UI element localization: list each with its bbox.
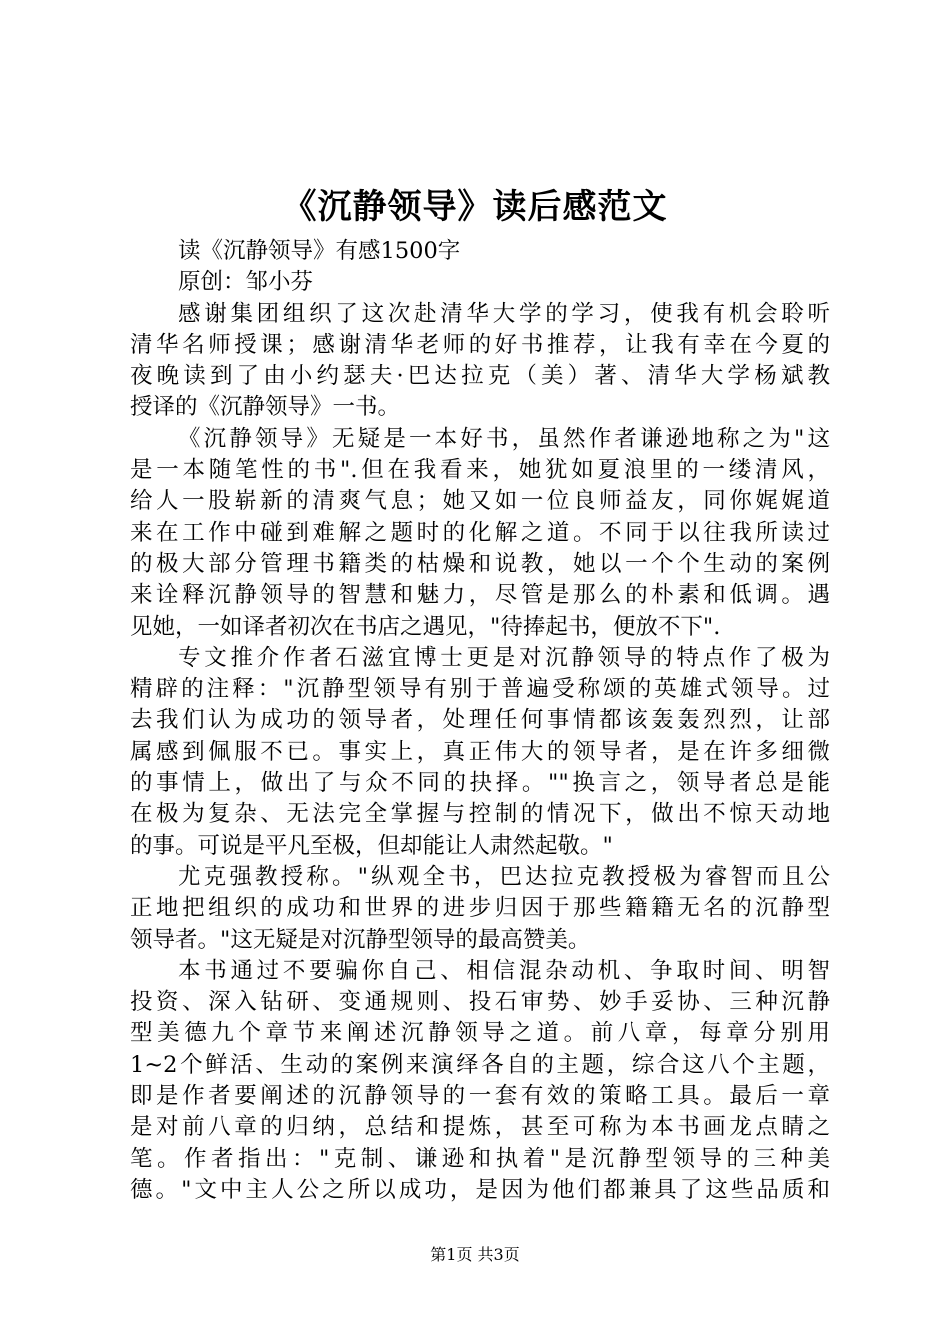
body-line: 《沉静领导》无疑是一本好书，虽然作者谦逊地称之为"这 bbox=[178, 425, 830, 452]
body-line: 的事情上，做出了与众不同的抉择。""换言之，领导者总是能 bbox=[130, 770, 830, 797]
body-line: 本书通过不要骗你自己、相信混杂动机、争取时间、明智 bbox=[178, 957, 830, 984]
body-line: 给人一股崭新的清爽气息；她又如一位良师益友，同你娓娓道 bbox=[130, 488, 830, 515]
body-line: 原创：邹小芬 bbox=[178, 269, 314, 296]
body-line: 去我们认为成功的领导者，处理任何事情都该轰轰烈烈，让部 bbox=[130, 707, 830, 734]
body-line: 授译的《沉静领导》一书。 bbox=[130, 394, 401, 421]
body-line: 读《沉静领导》有感1500字 bbox=[178, 238, 461, 264]
body-line: 来在工作中碰到难解之题时的化解之道。不同于以往我所读过 bbox=[130, 519, 830, 546]
body-line: 领导者。"这无疑是对沉静型领导的最高赞美。 bbox=[130, 926, 591, 953]
body-line: 感谢集团组织了这次赴清华大学的学习，使我有机会聆听 bbox=[178, 300, 830, 327]
body-line: 即是作者要阐述的沉静领导的一套有效的策略工具。最后一章 bbox=[130, 1083, 830, 1110]
body-line: 1~2个鲜活、生动的案例来演绎各自的主题，综合这八个主题， bbox=[130, 1051, 830, 1078]
body-line: 在极为复杂、无法完全掌握与控制的情况下，做出不惊天动地 bbox=[130, 801, 830, 828]
body-line: 是一本随笔性的书".但在我看来，她犹如夏浪里的一缕清风， bbox=[130, 457, 830, 484]
body-line: 清华名师授课；感谢清华老师的好书推荐，让我有幸在今夏的 bbox=[130, 331, 830, 358]
body-line: 投资、深入钻研、变通规则、投石审势、妙手妥协、三种沉静 bbox=[130, 989, 830, 1016]
page-footer: 第1页 共3页 bbox=[430, 1245, 520, 1264]
body-line: 来诠释沉静领导的智慧和魅力，尽管是那么的朴素和低调。遇 bbox=[130, 582, 830, 609]
body-line: 是对前八章的归纳，总结和提炼，甚至可称为本书画龙点睛之 bbox=[130, 1114, 830, 1141]
body-line: 精辟的注释："沉静型领导有别于普遍受称颂的英雄式领导。过 bbox=[130, 676, 830, 703]
body-line: 夜晚读到了由小约瑟夫·巴达拉克（美）著、清华大学杨斌教 bbox=[130, 363, 830, 390]
body-line: 型美德九个章节来阐述沉静领导之道。前八章，每章分别用 bbox=[130, 1020, 830, 1047]
body-line: 的极大部分管理书籍类的枯燥和说教，她以一个个生动的案例 bbox=[130, 550, 830, 577]
document-body bbox=[130, 236, 830, 1206]
body-line: 德。"文中主人公之所以成功，是因为他们都兼具了这些品质和 bbox=[130, 1176, 830, 1203]
body-line: 尤克强教授称。"纵观全书，巴达拉克教授极为睿智而且公 bbox=[178, 863, 830, 890]
body-line: 正地把组织的成功和世界的进步归因于那些籍籍无名的沉静型 bbox=[130, 895, 830, 922]
body-line: 的事。可说是平凡至极，但却能让人肃然起敬。" bbox=[130, 832, 613, 859]
document-title: 《沉静领导》读后感范文 bbox=[282, 187, 668, 227]
body-line: 见她，一如译者初次在书店之遇见，"待捧起书，便放不下". bbox=[130, 613, 721, 640]
body-line: 专文推介作者石滋宜博士更是对沉静领导的特点作了极为 bbox=[178, 644, 830, 671]
body-line: 属感到佩服不已。事实上，真正伟大的领导者，是在许多细微 bbox=[130, 738, 830, 765]
body-line: 笔。作者指出："克制、谦逊和执着"是沉静型领导的三种美 bbox=[130, 1145, 830, 1172]
